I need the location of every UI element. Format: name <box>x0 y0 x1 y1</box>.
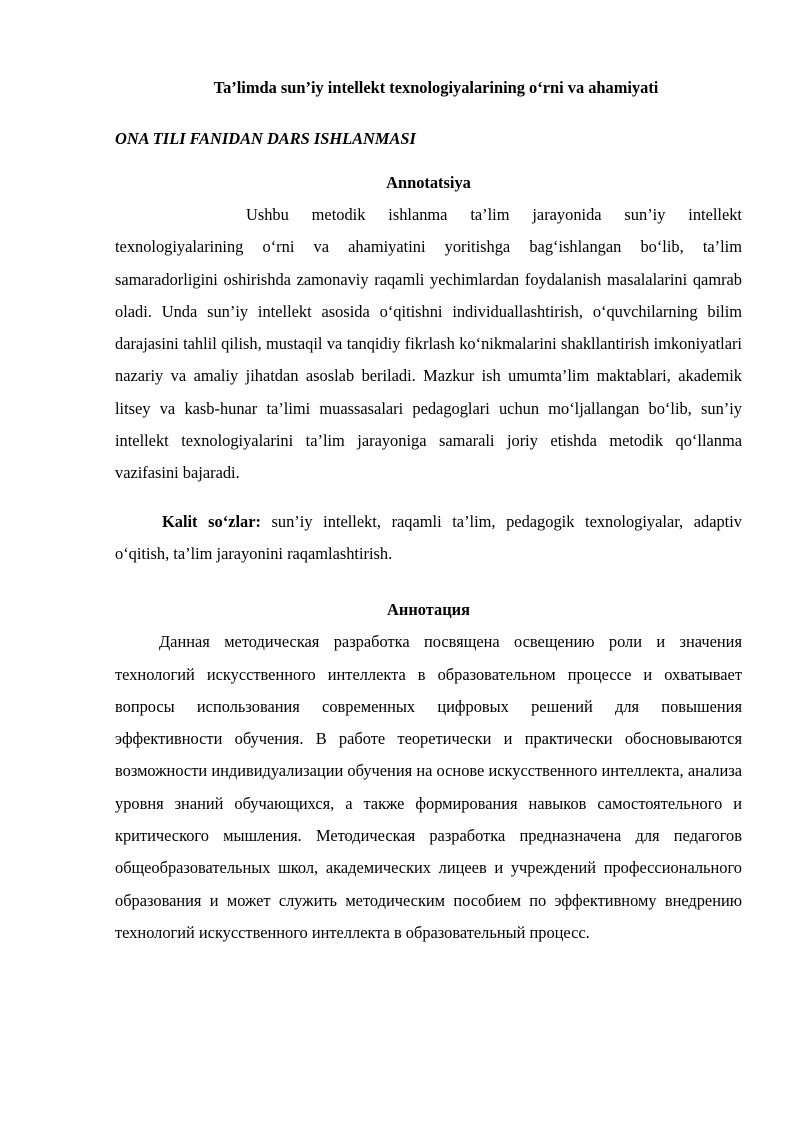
annotation-ru-paragraph: Данная методическая разработка посвящена освещению роли и значения технологий искусственного интеллекта в образовательном процессе и охватывает вопросы использования современных цифровых решений для повышения эффективности обучения. В работе теоретически и практически обосновываются возможности индивидуализации обучения на основе искусственного интеллекта, анализа уровня знаний обучающихся, а также формирования навыков самостоятельного и критического мышления. Методическая разработка предназначена для педагогов общеобразовательных школ, академических лицеев и учреждений профессионального образования и может служить методическим пособием по эффективному внедрению технологий искусственного интеллекта в образовательный процесс. <box>115 632 742 942</box>
annotation-uz-heading: Annotatsiya <box>386 173 471 192</box>
document-title: Ta’limda sun’iy intellekt texnologiyalarining o‘rni va ahamiyati <box>213 78 659 97</box>
document-subtitle: ONA TILI FANIDAN DARS ISHLANMASI <box>115 129 416 148</box>
annotation-ru-heading: Аннотация <box>387 600 470 620</box>
keywords-label: Kalit so‘zlar: <box>162 511 261 531</box>
document-content <box>115 76 742 949</box>
keywords-paragraph <box>115 506 742 571</box>
keywords-text: sun’iy intellekt, raqamli ta’lim, pedagogik texnologiyalar, adaptiv o‘qitish, ta’lim jarayonini raqamlashtirish. <box>115 511 742 563</box>
annotation-uz-paragraph: Ushbu metodik ishlanma ta’lim jarayonida sun’iy intellekt texnologiyalarining o‘rni va ahamiyatini yoritishga bag‘ishlangan bo‘lib, ta’lim samaradorligini oshirishda zamonaviy raqamli yechimlardan foydalanish masalalarini qamrab oladi. Unda sun’iy intellekt asosida o‘qitishni individuallashtirish, o‘quvchilarning bilim darajasini tahlil qilish, mustaqil va tanqidiy fikrlash ko‘nikmalarini shakllantirish imkoniyatlari nazariy va amaliy jihatdan asoslab beriladi. Mazkur ish umumta’lim maktablari, akademik litsey va kasb-hunar ta’limi muassasalari pedagoglari uchun mo‘ljallangan bo‘lib, sun’iy intellekt texnologiyalarini ta’lim jarayoniga samarali joriy etishda metodik qo‘llanma vazifasini bajaradi. <box>115 205 742 483</box>
